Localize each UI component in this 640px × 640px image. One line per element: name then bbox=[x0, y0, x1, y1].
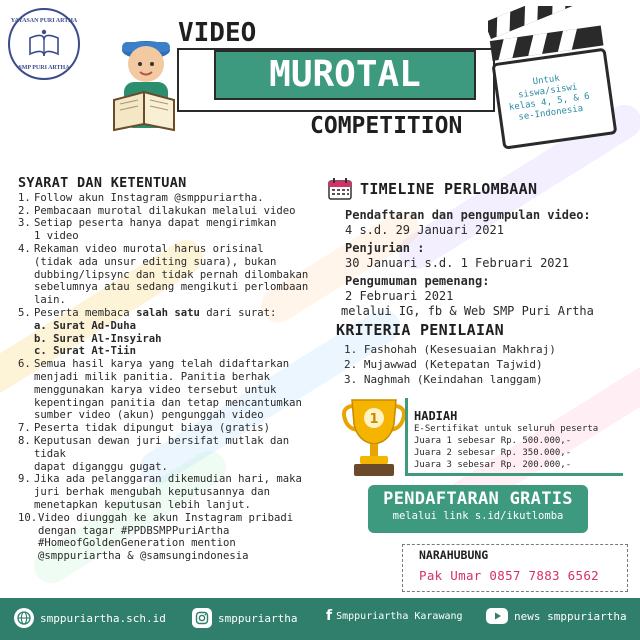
contact-box bbox=[402, 544, 628, 592]
list-item: 6. Semua hasil karya yang telah didaftarkan menjadi milik panitia. Panitia berhak menggunakan karya video tersebut untuk kepentingan panitia dan tetap mencantumkan sumber video (akun) pengunggah video bbox=[18, 358, 302, 422]
timeline-details bbox=[341, 208, 635, 319]
surat-item: a. Surat Ad-Duha bbox=[34, 319, 137, 332]
surat-list bbox=[34, 320, 324, 358]
registration-label: Pendaftaran dan pengumpulan video: bbox=[345, 208, 591, 222]
list-item: 5. Peserta membaca salah satu dari surat: bbox=[18, 306, 277, 319]
footer-youtube[interactable] bbox=[486, 608, 627, 624]
footer-facebook-text: Smppuriartha Karawang bbox=[336, 610, 463, 622]
title-competition: COMPETITION bbox=[310, 113, 463, 139]
announcement-date: 2 Februari 2021 bbox=[345, 289, 454, 303]
footer-bar bbox=[0, 598, 640, 640]
title-murotal: MUROTAL bbox=[214, 50, 476, 100]
contact-label: NARAHUBUNG bbox=[419, 548, 489, 562]
title-video: VIDEO bbox=[178, 18, 257, 48]
youtube-icon bbox=[486, 608, 508, 624]
terms-section bbox=[18, 177, 324, 563]
list-item: 4. Rekaman video murotal harus orisinal (tidak ada unsur editing suara), bukan dubbing/lipsync dan tidak pernah dilombakan sebelumnya atau sedang mengikuti perlombaan lain. bbox=[18, 242, 309, 307]
registration-date: 4 s.d. 29 Januari 2021 bbox=[345, 223, 504, 237]
globe-icon bbox=[14, 608, 34, 628]
audience-note: Untuk siswa/siswi kelas 4, 5, & 6 se-Indonesia bbox=[508, 73, 591, 123]
prize-line: Juara 3 sebesar Rp. 200.000,- bbox=[414, 460, 572, 470]
footer-facebook[interactable] bbox=[326, 608, 463, 624]
contact-phone[interactable]: Pak Umar 0857 7883 6562 bbox=[419, 568, 599, 583]
instagram-icon bbox=[192, 608, 212, 628]
registration-link[interactable]: melalui link s.id/ikutlomba bbox=[392, 510, 564, 522]
announcement-label: Pengumuman pemenang: bbox=[345, 274, 490, 288]
list-item: 8. Keputusan dewan juri bersifat mutlak dan tidak dapat diganggu gugat. bbox=[18, 434, 290, 473]
school-logo bbox=[8, 8, 80, 80]
surat-item: c. Surat At-Tiin bbox=[34, 345, 137, 358]
announcement-channels: melalui IG, fb & Web SMP Puri Artha bbox=[341, 304, 594, 318]
logo-top-text: YAYASAN PURI ARTHA bbox=[10, 18, 78, 24]
judging-date: 30 Januari s.d. 1 Februari 2021 bbox=[345, 256, 569, 270]
criteria-item: 2. Mujawwad (Ketepatan Tajwid) bbox=[344, 358, 543, 371]
footer-instagram-text: smppuriartha bbox=[218, 611, 298, 625]
prize-line: Juara 2 sebesar Rp. 350.000,- bbox=[414, 448, 572, 458]
free-registration-banner[interactable] bbox=[368, 485, 588, 533]
reading-child-illustration bbox=[106, 20, 182, 138]
footer-website[interactable] bbox=[14, 608, 166, 628]
timeline-header bbox=[328, 178, 537, 200]
list-item: 9. Jika ada pelanggaran dikemudian hari, maka juri berhak mengubah keputusannya dan menetapkan keputusan lebih lanjut. bbox=[18, 473, 302, 511]
criteria-section bbox=[336, 323, 632, 387]
facebook-icon: f bbox=[326, 608, 333, 624]
criteria-heading: KRITERIA PENILAIAN bbox=[336, 321, 504, 339]
list-item: 3. Setiap peserta hanya dapat mengirimkan 1 video bbox=[18, 217, 277, 243]
trophy-number: 1 bbox=[369, 412, 379, 427]
logo-bottom-text: SMP PURI ARTHA bbox=[18, 65, 70, 71]
list-item: 2. Pembacaan murotal dilakukan melalui video bbox=[18, 204, 296, 217]
footer-youtube-text: news smppuriartha bbox=[514, 609, 627, 623]
list-item: 1. Follow akun Instagram @smppuriartha. bbox=[18, 191, 264, 204]
criteria-item: 1. Fashohah (Kesesuaian Makhraj) bbox=[344, 343, 556, 356]
list-item: 7. Peserta tidak dipungut biaya (gratis) bbox=[18, 422, 270, 435]
prize-heading: HADIAH bbox=[414, 409, 458, 423]
terms-heading: SYARAT DAN KETENTUAN bbox=[18, 175, 187, 191]
registration-title: PENDAFTARAN GRATIS bbox=[383, 489, 573, 509]
calendar-icon bbox=[328, 178, 352, 200]
judging-label: Penjurian : bbox=[345, 241, 425, 255]
prize-line: Juara 1 sebesar Rp. 500.000,- bbox=[414, 436, 572, 446]
prize-line: E-Sertifikat untuk seluruh peserta bbox=[414, 424, 599, 434]
footer-instagram[interactable] bbox=[192, 608, 297, 628]
prize-section bbox=[414, 410, 624, 471]
footer-website-text: smppuriartha.sch.id bbox=[40, 611, 166, 625]
list-item: 10. Video diunggah ke akun Instagram pribadi dengan tagar #PPDBSMPPuriArtha #HomeofGoldenGeneration mention @smppuriartha & @samsungindonesia bbox=[18, 511, 294, 563]
book-emblem-icon bbox=[26, 26, 62, 62]
trophy-icon bbox=[342, 396, 406, 480]
timeline-heading: TIMELINE PERLOMBAAN bbox=[360, 180, 538, 198]
surat-item: b. Surat Al-Insyirah bbox=[34, 332, 162, 345]
criteria-item: 3. Naghmah (Keindahan langgam) bbox=[344, 373, 543, 386]
